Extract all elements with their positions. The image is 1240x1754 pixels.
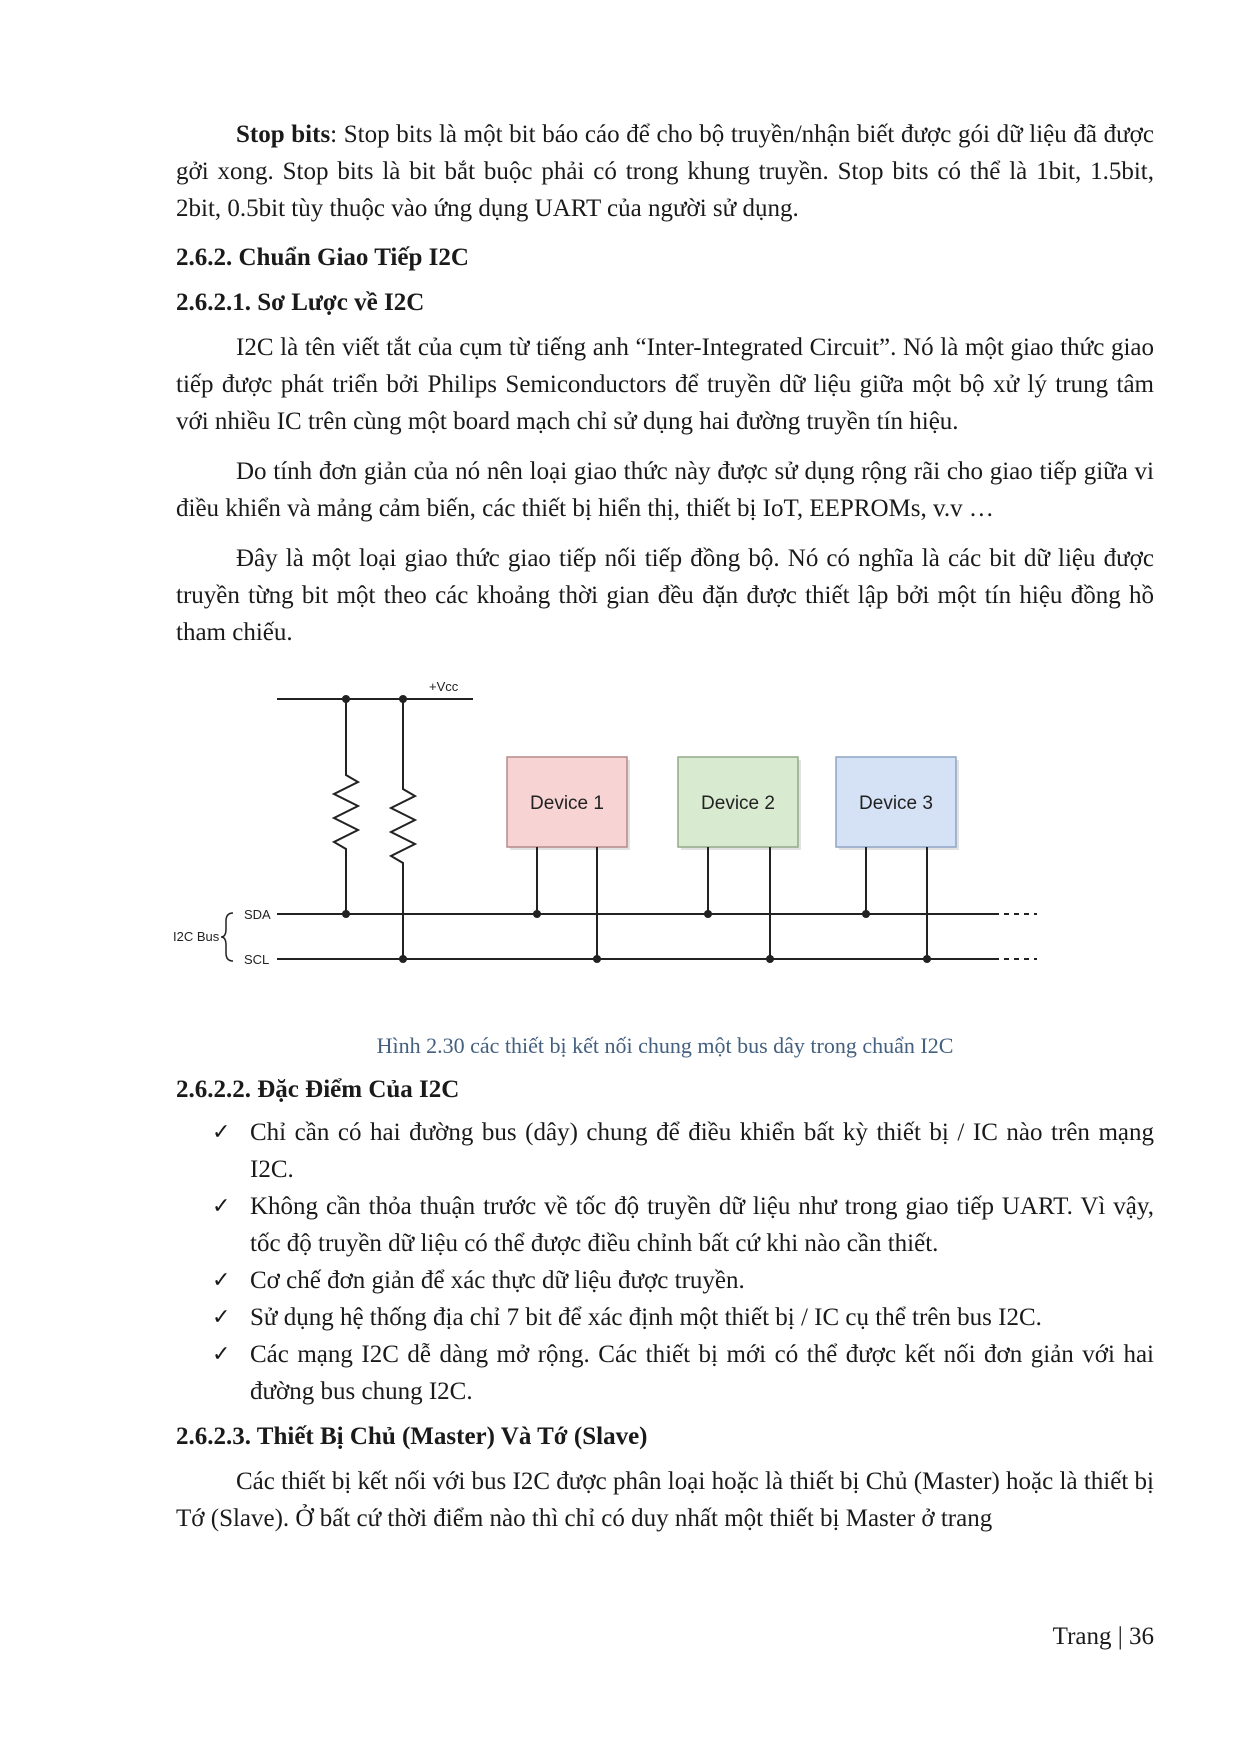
section-2-6-2-heading: 2.6.2. Chuẩn Giao Tiếp I2C [176,244,469,271]
checkmark-icon: ✓ [212,1194,231,1219]
i2c-features-list [176,1114,1154,1410]
device-2 [678,757,801,963]
scl-junction-dot [399,955,407,963]
bus-brace [221,913,233,961]
device-2-scl-dot [766,955,774,963]
device-1-scl-dot [593,955,601,963]
checkmark-icon: ✓ [212,1305,231,1330]
device-3 [836,757,959,963]
page-number: Trang | 36 [1052,1623,1154,1650]
i2c-bus-diagram [167,663,1163,1025]
checkmark-icon: ✓ [212,1268,231,1293]
device-1 [507,757,630,963]
scl-label: SCL [244,952,270,967]
device-2-label: Device 2 [701,793,775,814]
sda-pullup-resistor [334,699,358,914]
i2c-intro-paragraph: I2C là tên viết tắt của cụm từ tiếng anh “Inter-Integrated Circuit”. Nó là một giao thức giao tiếp được phát triển bởi Philips Semiconductors để truyền dữ liệu giữa một bộ xử lý trung tâm với nhiều IC trên cùng một board mạch chỉ sử dụng hai đường truyền tín hiệu. [176,334,1154,435]
stop-bits-paragraph [176,116,1154,227]
list-item: ✓ Chỉ cần có hai đường bus (dây) chung để điều khiển bất kỳ thiết bị / IC nào trên mạng I2C. [176,1114,1154,1188]
page-content [173,116,1154,1537]
i2c-usage-paragraph: Do tính đơn giản của nó nên loại giao thức này được sử dụng rộng rãi cho giao tiếp giữa vi điều khiển và mảng cảm biến, các thiết bị hiển thị, thiết bị IoT, EEPROMs, v.v … [176,458,1154,522]
list-item: ✓ Các mạng I2C dễ dàng mở rộng. Các thiết bị mới có thể được kết nối đơn giản với hai đường bus chung I2C. [176,1336,1154,1410]
list-item: ✓ Sử dụng hệ thống địa chỉ 7 bit để xác định một thiết bị / IC cụ thể trên bus I2C. [176,1299,1154,1336]
stop-bits-text: : Stop bits là một bit báo cáo để cho bộ truyền/nhận biết được gói dữ liệu đã được gởi xong. Stop bits là bit bắt buộc phải có trong khung truyền. Stop bits có thể là 1bit, 1.5bit, 2bit, 0.5bit tùy thuộc vào ứng dụng UART của người sử dụng. [176,121,1154,222]
device-1-label: Device 1 [530,793,604,814]
device-3-sda-dot [862,910,870,918]
section-2-6-2-3-heading: 2.6.2.3. Thiết Bị Chủ (Master) Và Tớ (Slave) [176,1423,648,1450]
i2c-sync-paragraph: Đây là một loại giao thức giao tiếp nối tiếp đồng bộ. Nó có nghĩa là các bit dữ liệu được truyền từng bit một theo các khoảng thời gian đều đặn được thiết lập bởi một tín hiệu đồng hồ tham chiếu. [176,545,1154,646]
list-item: ✓ Không cần thỏa thuận trước về tốc độ truyền dữ liệu như trong giao tiếp UART. Vì vậy, tốc độ truyền dữ liệu có thể được điều chỉnh bất cứ khi nào cần thiết. [176,1188,1154,1262]
sda-label: SDA [244,907,271,922]
section-2-6-2-2-heading: 2.6.2.2. Đặc Điểm Của I2C [176,1076,460,1103]
device-2-sda-dot [704,910,712,918]
list-item: ✓ Cơ chế đơn giản để xác thực dữ liệu được truyền. [176,1262,1154,1299]
figure-caption: Hình 2.30 các thiết bị kết nối chung một bus dây trong chuẩn I2C [376,1033,954,1058]
device-3-scl-dot [923,955,931,963]
vcc-label: +Vcc [429,679,459,694]
section-2-6-2-1-heading: 2.6.2.1. Sơ Lược về I2C [176,289,425,316]
master-slave-paragraph: Các thiết bị kết nối với bus I2C được phân loại hoặc là thiết bị Chủ (Master) hoặc là thiết bị Tớ (Slave). Ở bất cứ thời điểm nào thì chỉ có duy nhất một thiết bị Master ở trang [176,1468,1154,1532]
device-1-sda-dot [533,910,541,918]
device-3-label: Device 3 [859,793,933,814]
stop-bits-term: Stop bits [236,121,331,148]
sda-junction-dot [342,910,350,918]
checkmark-icon: ✓ [212,1342,231,1367]
i2c-bus-figure [173,663,1154,1025]
checkmark-icon: ✓ [212,1120,231,1145]
scl-pullup-resistor [391,699,415,959]
i2c-bus-label: I2C Bus [173,929,220,944]
